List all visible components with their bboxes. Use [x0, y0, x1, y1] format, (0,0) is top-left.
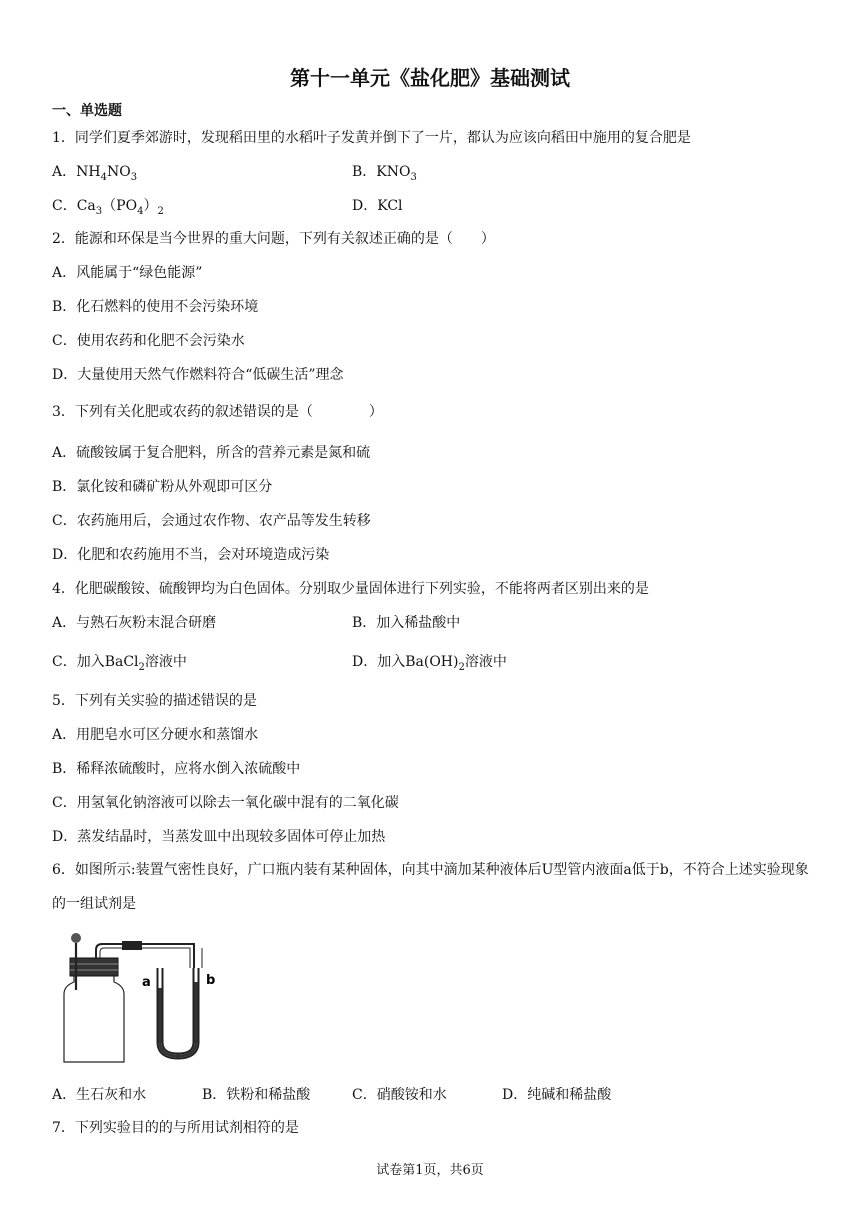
stopper-icon — [70, 958, 118, 976]
q6-option-a: A．生石灰和水 — [52, 1087, 147, 1103]
q2-option-b: B．化石燃料的使用不会污染环境 — [52, 299, 259, 315]
question-7-stem: 7．下列实验目的的与所用试剂相符的是 — [52, 1120, 299, 1136]
option-label: B． — [352, 164, 377, 180]
question-4-stem: 4．化肥碳酸铵、硫酸钾均为白色固体。分别取少量固体进行下列实验，不能将两者区别出来的是 — [52, 581, 649, 597]
q1-option-a: A．$NH_4NO_3$ — [52, 164, 138, 183]
q1-option-d — [352, 196, 403, 216]
question-5-stem: 5．下列有关实验的描述错误的是 — [52, 693, 257, 709]
q5-option-a: A．用肥皂水可区分硬水和蒸馏水 — [52, 727, 259, 743]
question-3-stem: 3．下列有关化肥或农药的叙述错误的是（ ） — [52, 404, 383, 420]
q5-option-d: D．蒸发结晶时，当蒸发皿中出现较多固体可停止加热 — [52, 829, 386, 845]
q6-option-c: C．硝酸铵和水 — [352, 1087, 447, 1103]
option-label: C． — [52, 198, 77, 214]
page-title: 第十一单元《盐化肥》基础测试 — [290, 66, 570, 90]
question-1-stem: 1．同学们夏季郊游时，发现稻田里的水稻叶子发黄并倒下了一片，都认为应该向稻田中施用的复合肥是 — [52, 130, 691, 146]
question-6-stem: 6．如图所示:装置气密性良好，广口瓶内装有某种固体，向其中滴加某种液体后U型管内液面a低于b，不符合上述实验现象的一组试剂是 — [52, 862, 809, 912]
dropper-bulb-icon — [71, 933, 81, 943]
q3-option-a: A．硫酸铵属于复合肥料，所含的营养元素是氮和硫 — [52, 445, 371, 461]
q2-option-c: C．使用农药和化肥不会污染水 — [52, 333, 245, 349]
q5-option-c: C．用氢氧化钠溶液可以除去一氧化碳中混有的二氧化碳 — [52, 795, 399, 811]
q1-option-c: C．$Ca_3(PO_4)_2$ — [52, 198, 164, 217]
label-b: b — [206, 973, 216, 988]
q6-option-d: D．纯碱和稀盐酸 — [502, 1087, 612, 1103]
q5-option-b: B．稀释浓硫酸时，应将水倒入浓硫酸中 — [52, 761, 301, 777]
rubber-joint-icon — [122, 941, 142, 950]
option-label: D． — [352, 198, 378, 214]
q2-option-d: D．大量使用天然气作燃料符合“低碳生活”理念 — [52, 367, 344, 383]
q4-option-b: B．加入稀盐酸中 — [352, 615, 461, 631]
q4-option-c: C．加入BaCl$_2$溶液中 — [52, 654, 187, 673]
apparatus-diagram — [52, 928, 232, 1066]
q3-option-c: C．农药施用后，会通过农作物、农产品等发生转移 — [52, 513, 371, 529]
q3-option-b: B．氯化铵和磷矿粉从外观即可区分 — [52, 479, 273, 495]
question-2-stem: 2．能源和环保是当今世界的重大问题，下列有关叙述正确的是（ ） — [52, 231, 495, 247]
section-heading: 一、单选题 — [52, 103, 122, 119]
page-footer: 试卷第1页，共6页 — [376, 1163, 484, 1178]
label-a: a — [142, 975, 151, 990]
u-tube-icon — [160, 968, 196, 1056]
bottle-icon — [64, 972, 124, 1062]
option-label: A． — [52, 164, 77, 180]
q4-option-a: A．与熟石灰粉末混合研磨 — [52, 615, 217, 631]
q3-option-d: D．化肥和农药施用不当，会对环境造成污染 — [52, 547, 330, 563]
u-tube-liquid — [160, 982, 196, 1056]
q2-option-a: A．风能属于“绿色能源” — [52, 265, 203, 281]
q4-option-d: D．加入$Ba(OH)_2$溶液中 — [352, 654, 507, 673]
q6-option-b: B．铁粉和稀盐酸 — [202, 1087, 311, 1103]
option-text: KCl — [377, 198, 403, 214]
q1-option-b: B．$KNO_3$ — [352, 164, 417, 183]
